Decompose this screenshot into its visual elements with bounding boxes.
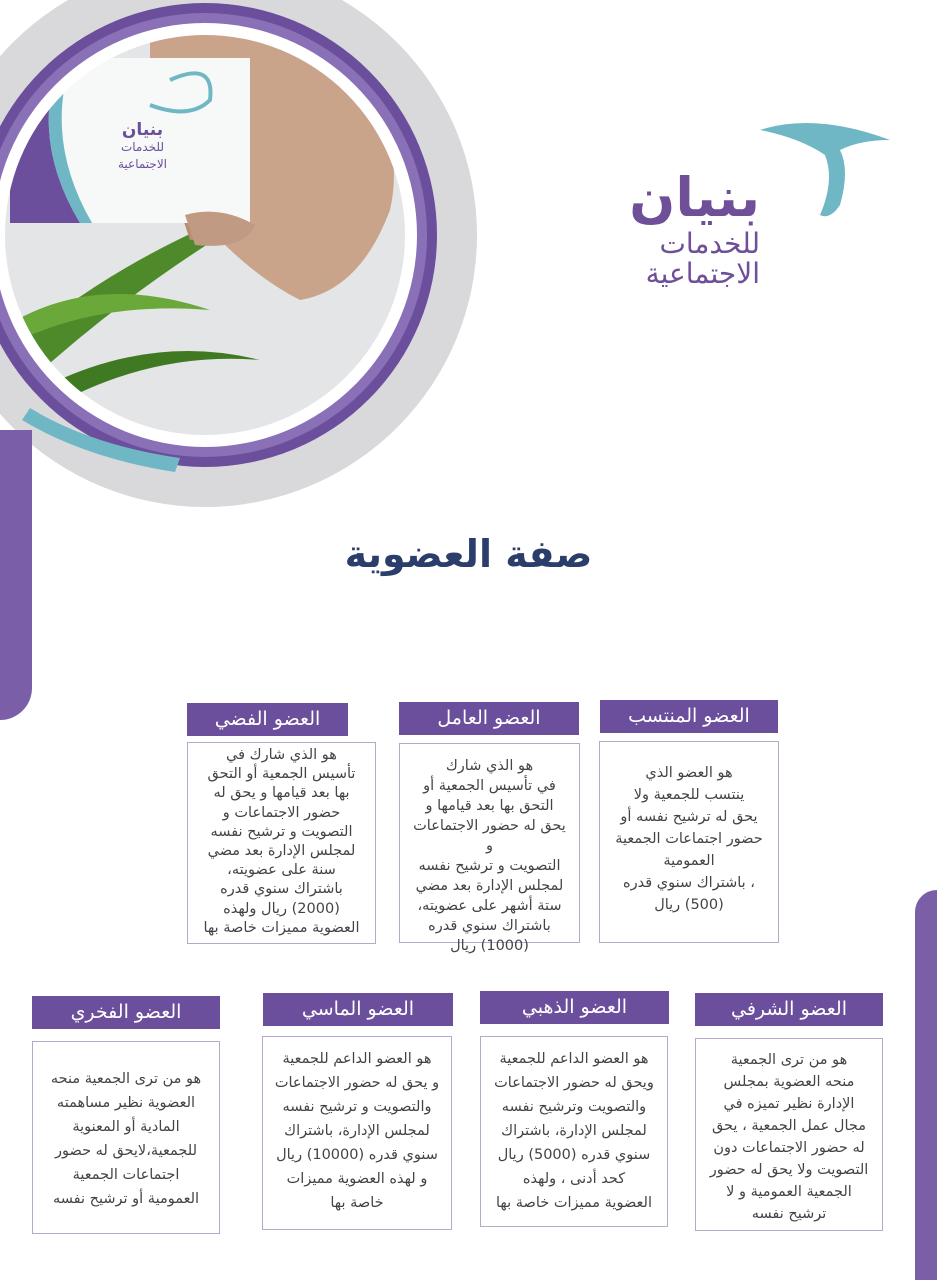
- member-desc-line: والتصويت و ترشيح نفسه: [282, 1099, 432, 1115]
- member-desc-line: ستة أشهر على عضويته،: [417, 898, 562, 914]
- member-title-affiliate: العضو المنتسب: [600, 700, 778, 733]
- member-desc-line: سنوي قدره (10000) ريال: [276, 1147, 438, 1163]
- member-desc-line: (500) ريال: [654, 897, 724, 913]
- member-desc-line: اجتماعات الجمعية: [72, 1167, 180, 1183]
- member-desc-line: الجمعية العمومية و لا: [726, 1184, 852, 1200]
- member-title-honorary: العضو الشرفي: [695, 993, 883, 1026]
- member-desc-line: سنوي قدره (5000) ريال: [497, 1147, 651, 1163]
- member-desc-line: الإدارة نظير تميزه في: [723, 1096, 855, 1112]
- member-desc-line: العمومية أو ترشيح نفسه: [52, 1191, 200, 1207]
- brand-logo: [629, 110, 900, 300]
- brand-name: بنيان: [629, 166, 760, 229]
- member-desc-diamond: [262, 1036, 452, 1230]
- member-desc-line: العضوية مميزات خاصة بها: [203, 919, 360, 936]
- member-desc-line: و لهذه العضوية مميزات: [286, 1171, 428, 1187]
- member-desc-line: (2000) ريال ولهذه: [223, 900, 340, 917]
- member-desc-line: للجمعية،لايحق له حضور: [55, 1143, 197, 1159]
- member-desc-line: حضور الاجتماعات و: [222, 804, 341, 821]
- card-brand-line1: بنيان: [121, 120, 164, 140]
- member-desc-line: هو من ترى الجمعية منحه: [50, 1071, 202, 1087]
- member-desc-honorary: [695, 1038, 883, 1231]
- member-title-gold: العضو الذهبي: [480, 991, 669, 1024]
- member-desc-line: هو الذي شارك: [445, 758, 534, 774]
- member-desc-line: ، باشتراك سنوي قدره: [623, 875, 755, 891]
- member-desc-line: خاصة بها: [330, 1195, 384, 1211]
- member-desc-line: هو من ترى الجمعية: [730, 1052, 848, 1068]
- member-desc-line: هو الذي شارك في: [226, 747, 337, 763]
- member-desc-line: ويحق له حضور الاجتماعات: [494, 1075, 654, 1091]
- member-desc-affiliate: [599, 741, 779, 943]
- member-desc-line: لمجلس الإدارة بعد مضي: [207, 843, 356, 860]
- member-desc-working: [399, 743, 580, 954]
- member-desc-line: كحد أدنى ، ولهذه: [522, 1171, 626, 1187]
- member-desc-line: لمجلس الإدارة، باشتراك: [501, 1123, 647, 1139]
- member-desc-line: لمجلس الإدارة بعد مضي: [415, 878, 564, 894]
- member-desc-line: التصويت و ترشيح نفسه: [210, 823, 353, 840]
- member-desc-line: حضور اجتماعات الجمعية: [615, 831, 763, 847]
- member-desc-gold: [480, 1036, 668, 1227]
- member-desc-line: العضوية نظير مساهمته: [56, 1095, 196, 1111]
- member-desc-line: ترشيح نفسه: [751, 1206, 827, 1222]
- member-title-working: العضو العامل: [399, 702, 579, 735]
- member-desc-line: مجال عمل الجمعية ، يحق: [711, 1118, 867, 1134]
- member-desc-line: سنة على عضويته،: [227, 862, 336, 879]
- member-desc-silver: [187, 742, 376, 944]
- member-desc-line: يحق له ترشيح نفسه أو: [620, 809, 758, 825]
- page-title: صفة العضوية: [344, 532, 593, 576]
- member-desc-line: التحق بها بعد قيامها و: [425, 798, 554, 814]
- member-desc-line: لمجلس الإدارة، باشتراك: [284, 1123, 430, 1139]
- right-accent-bar: [915, 890, 937, 1280]
- member-desc-line: باشتراك سنوي قدره: [428, 918, 551, 934]
- card-brand-line3: الاجتماعية: [117, 157, 168, 171]
- member-desc-line: (1000) ريال: [450, 938, 529, 954]
- member-desc-line: و يحق له حضور الاجتماعات: [274, 1075, 440, 1091]
- member-desc-line: العمومية: [663, 853, 715, 869]
- member-desc-line: ينتسب للجمعية ولا: [633, 787, 745, 803]
- member-desc-line: باشتراك سنوي قدره: [220, 881, 343, 898]
- member-desc-line: والتصويت وترشيح نفسه: [501, 1099, 647, 1115]
- brand-tagline-1: للخدمات: [659, 227, 760, 260]
- member-desc-line: منحه العضوية بمجلس: [723, 1074, 855, 1090]
- member-desc-line: هو العضو الداعم للجمعية: [282, 1051, 432, 1067]
- member-desc-line: بها بعد قيامها و يحق له: [213, 785, 350, 802]
- member-desc-line: هو العضو الذي: [645, 765, 733, 781]
- card-brand-line2: للخدمات: [120, 140, 165, 154]
- hero-image: [0, 0, 480, 510]
- member-desc-line: تأسيس الجمعية أو التحق: [207, 766, 356, 783]
- brand-tagline-2: الاجتماعية: [645, 257, 760, 290]
- member-title-silver: العضو الفضي: [187, 703, 348, 736]
- member-desc-emeritus: [32, 1041, 220, 1234]
- member-desc-line: التصويت ولا يحق له حضور: [709, 1162, 869, 1178]
- member-desc-line: المادية أو المعنوية: [72, 1119, 180, 1135]
- member-title-emeritus: العضو الفخري: [32, 996, 220, 1029]
- member-desc-line: له حضور الاجتماعات دون: [713, 1140, 865, 1156]
- member-desc-line: يحق له حضور الاجتماعات و: [413, 818, 566, 854]
- member-desc-line: العضوية مميزات خاصة بها: [496, 1195, 652, 1211]
- member-desc-line: في تأسيس الجمعية أو: [423, 778, 556, 794]
- member-desc-line: هو العضو الداعم للجمعية: [499, 1051, 649, 1067]
- member-desc-line: التصويت و ترشيح نفسه: [418, 858, 561, 874]
- member-title-diamond: العضو الماسي: [263, 993, 453, 1026]
